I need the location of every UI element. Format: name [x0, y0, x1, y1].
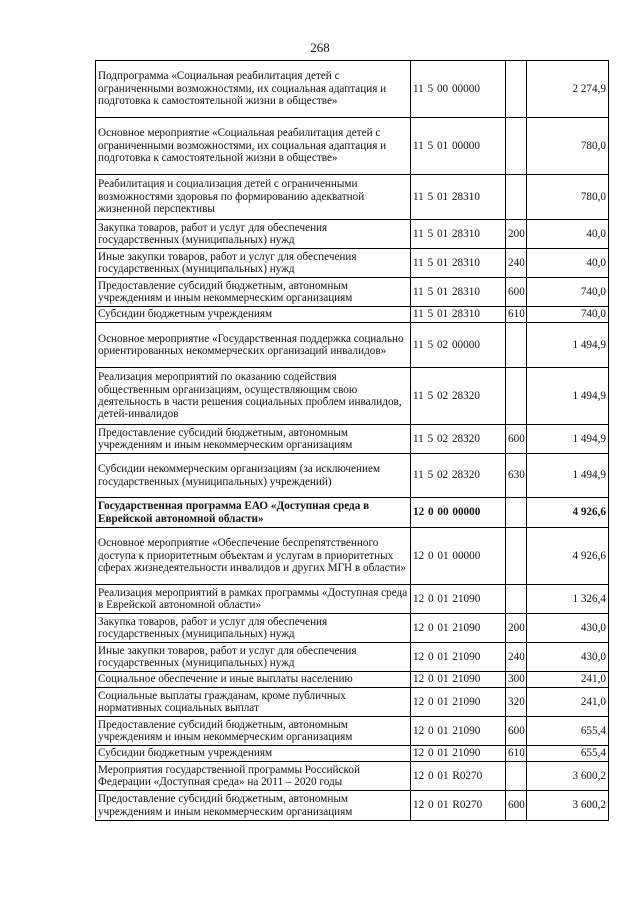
- row-vr: [506, 762, 527, 791]
- row-code: 12 0 01 21090: [411, 672, 506, 688]
- table-row: [96, 717, 609, 746]
- row-vr: 610: [506, 307, 527, 323]
- table-row: [96, 278, 609, 307]
- table-row: [96, 249, 609, 278]
- row-amount: 655,4: [527, 717, 609, 746]
- row-code: 11 5 01 28310: [411, 175, 506, 220]
- budget-table: [95, 60, 609, 821]
- row-vr: 200: [506, 220, 527, 249]
- row-name: Государственная программа ЕАО «Доступная среда в Еврейской автономной области»: [96, 498, 411, 528]
- row-amount: 241,0: [527, 688, 609, 717]
- row-amount: 430,0: [527, 643, 609, 672]
- table-row: [96, 454, 609, 498]
- table-row: [96, 688, 609, 717]
- table-row: [96, 368, 609, 425]
- row-amount: 1 494,9: [527, 323, 609, 368]
- table-row: [96, 323, 609, 368]
- table-row: [96, 61, 609, 118]
- row-amount: 655,4: [527, 746, 609, 762]
- row-code: 12 0 01 21090: [411, 688, 506, 717]
- table-row: [96, 672, 609, 688]
- row-code: 11 5 02 28320: [411, 425, 506, 454]
- row-code: 11 5 02 28320: [411, 368, 506, 425]
- row-name: Иные закупки товаров, работ и услуг для обеспечения государственных (муниципальных) нужд: [96, 643, 411, 672]
- row-name: Предоставление субсидий бюджетным, автономным учреждениям и иным некоммерческим организациям: [96, 278, 411, 307]
- row-name: Социальные выплаты гражданам, кроме публичных нормативных социальных выплат: [96, 688, 411, 717]
- row-vr: 300: [506, 672, 527, 688]
- row-vr: 200: [506, 614, 527, 643]
- row-code: 11 5 00 00000: [411, 61, 506, 118]
- row-code: 11 5 02 28320: [411, 454, 506, 498]
- row-code: 12 0 00 00000: [411, 498, 506, 528]
- row-name: Подпрограмма «Социальная реабилитация детей с ограниченными возможностями, их социальная адаптация и подготовка к самостоятельной жизни в обществе»: [96, 61, 411, 118]
- row-amount: 241,0: [527, 672, 609, 688]
- row-vr: [506, 368, 527, 425]
- table-row: [96, 746, 609, 762]
- row-vr: 610: [506, 746, 527, 762]
- table-row: [96, 307, 609, 323]
- row-amount: 1 494,9: [527, 454, 609, 498]
- row-code: 11 5 02 00000: [411, 323, 506, 368]
- row-code: 12 0 01 21090: [411, 614, 506, 643]
- row-code: 12 0 01 R0270: [411, 762, 506, 791]
- row-vr: [506, 585, 527, 614]
- table-row: [96, 762, 609, 791]
- row-name: Субсидии бюджетным учреждениям: [96, 746, 411, 762]
- table-row: [96, 498, 609, 528]
- row-amount: 1 494,9: [527, 368, 609, 425]
- row-name: Реализация мероприятий в рамках программы «Доступная среда в Еврейской автономной области»: [96, 585, 411, 614]
- row-amount: 4 926,6: [527, 528, 609, 585]
- row-vr: [506, 528, 527, 585]
- row-code: 11 5 01 28310: [411, 220, 506, 249]
- row-name: Основное мероприятие «Социальная реабилитация детей с ограниченными возможностями, их социальная адаптация и подготовка к самостоятельной жизни в обществе»: [96, 118, 411, 175]
- row-name: Реабилитация и социализация детей с ограниченными возможностями здоровья по формированию адекватной жизненной перспективы: [96, 175, 411, 220]
- row-name: Закупка товаров, работ и услуг для обеспечения государственных (муниципальных) нужд: [96, 614, 411, 643]
- row-vr: [506, 61, 527, 118]
- row-vr: 320: [506, 688, 527, 717]
- row-amount: 740,0: [527, 307, 609, 323]
- row-amount: 4 926,6: [527, 498, 609, 528]
- row-code: 12 0 01 21090: [411, 643, 506, 672]
- row-name: Субсидии бюджетным учреждениям: [96, 307, 411, 323]
- row-name: Закупка товаров, работ и услуг для обеспечения государственных (муниципальных) нужд: [96, 220, 411, 249]
- row-amount: 780,0: [527, 175, 609, 220]
- row-vr: 600: [506, 278, 527, 307]
- row-amount: 430,0: [527, 614, 609, 643]
- row-name: Мероприятия государственной программы Российской Федерации «Доступная среда» на 2011 – 2020 годы: [96, 762, 411, 791]
- row-vr: 600: [506, 717, 527, 746]
- page-number: 268: [310, 40, 330, 55]
- row-code: 11 5 01 28310: [411, 249, 506, 278]
- row-name: Основное мероприятие «Государственная поддержка социально ориентированных некоммерческих организаций инвалидов»: [96, 323, 411, 368]
- row-name: Предоставление субсидий бюджетным, автономным учреждениям и иным некоммерческим организациям: [96, 791, 411, 821]
- row-name: Иные закупки товаров, работ и услуг для обеспечения государственных (муниципальных) нужд: [96, 249, 411, 278]
- table-row: [96, 791, 609, 821]
- table-row: [96, 528, 609, 585]
- row-amount: 40,0: [527, 249, 609, 278]
- table-row: [96, 175, 609, 220]
- row-name: Субсидии некоммерческим организациям (за исключением государственных (муниципальных) учреждений): [96, 454, 411, 498]
- row-code: 12 0 01 21090: [411, 585, 506, 614]
- row-amount: 3 600,2: [527, 762, 609, 791]
- row-name: Социальное обеспечение и иные выплаты населению: [96, 672, 411, 688]
- row-code: 11 5 01 28310: [411, 307, 506, 323]
- row-code: 12 0 01 21090: [411, 717, 506, 746]
- row-code: 12 0 01 00000: [411, 528, 506, 585]
- table-row: [96, 643, 609, 672]
- row-vr: 630: [506, 454, 527, 498]
- row-vr: [506, 175, 527, 220]
- row-amount: 780,0: [527, 118, 609, 175]
- table-row: [96, 614, 609, 643]
- row-vr: [506, 118, 527, 175]
- row-name: Предоставление субсидий бюджетным, автономным учреждениям и иным некоммерческим организациям: [96, 717, 411, 746]
- row-amount: 2 274,9: [527, 61, 609, 118]
- row-name: Основное мероприятие «Обеспечение беспрепятственного доступа к приоритетным объектам и услугам в приоритетных сферах жизнедеятельности инвалидов и других МГН в области»: [96, 528, 411, 585]
- row-amount: 740,0: [527, 278, 609, 307]
- row-amount: 1 494,9: [527, 425, 609, 454]
- row-vr: 240: [506, 249, 527, 278]
- table-row: [96, 220, 609, 249]
- table-row: [96, 118, 609, 175]
- row-vr: [506, 498, 527, 528]
- row-name: Предоставление субсидий бюджетным, автономным учреждениям и иным некоммерческим организациям: [96, 425, 411, 454]
- row-code: 11 5 01 28310: [411, 278, 506, 307]
- row-amount: 3 600,2: [527, 791, 609, 821]
- row-code: 12 0 01 R0270: [411, 791, 506, 821]
- table-row: [96, 425, 609, 454]
- row-code: 11 5 01 00000: [411, 118, 506, 175]
- row-name: Реализация мероприятий по оказанию содействия общественным организациям, осуществляющим свою деятельность в части решения социальных проблем инвалидов, детей-инвалидов: [96, 368, 411, 425]
- row-vr: 240: [506, 643, 527, 672]
- table-row: [96, 585, 609, 614]
- row-vr: 600: [506, 425, 527, 454]
- row-amount: 40,0: [527, 220, 609, 249]
- row-vr: [506, 323, 527, 368]
- row-vr: 600: [506, 791, 527, 821]
- row-code: 12 0 01 21090: [411, 746, 506, 762]
- row-amount: 1 326,4: [527, 585, 609, 614]
